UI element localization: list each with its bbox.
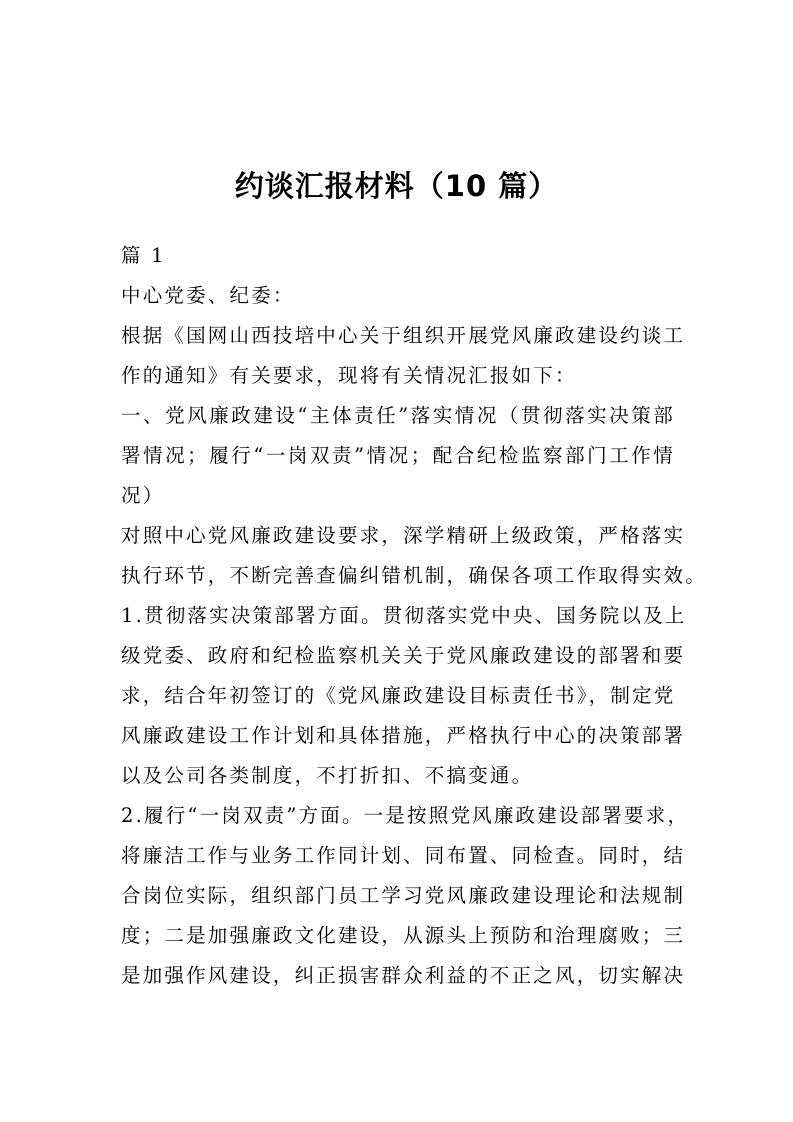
text-line: 作的通知》有关要求，现将有关情况汇报如下： [121,364,577,387]
document-body [121,236,707,996]
text-line: 以及公司各类制度，不打折扣、不搞变通。 [121,764,534,787]
text-line: 署情况；履行“一岗双责”情况；配合纪检监察部门工作情 [121,444,675,467]
text-line: 对照中心党风廉政建设要求，深学精研上级政策，严格落实 [121,524,686,547]
section-heading: 篇 1 [121,244,166,267]
text-line: 况） [121,484,165,507]
text-line: 级党委、政府和纪检监察机关关于党风廉政建设的部署和要 [121,644,686,667]
text-line: 将廉洁工作与业务工作同计划、同布置、同检查。同时，结 [121,844,686,867]
text-line: 风廉政建设工作计划和具体措施，严格执行中心的决策部署 [121,724,686,747]
text-line: 根据《国网山西技培中心关于组织开展党风廉政建设约谈工 [121,324,686,347]
text-line: 1.贯彻落实决策部署方面。贯彻落实党中央、国务院以及上 [121,604,687,627]
text-line: 度；二是加强廉政文化建设，从源头上预防和治理腐败；三 [121,924,686,947]
text-line: 合岗位实际，组织部门员工学习党风廉政建设理论和法规制 [121,884,686,907]
text-line: 执行环节，不断完善查偏纠错机制，确保各项工作取得实效。 [121,564,707,587]
text-line: 2.履行“一岗双责”方面。一是按照党风廉政建设部署要求， [121,804,690,827]
text-line: 求，结合年初签订的《党风廉政建设目标责任书》，制定党 [121,684,676,707]
document-title: 约谈汇报材料（10 篇） [234,169,559,203]
text-line: 一、党风廉政建设“主体责任”落实情况（贯彻落实决策部 [121,404,675,427]
text-line: 是加强作风建设，纠正损害群众利益的不正之风，切实解决 [121,964,686,987]
salutation: 中心党委、纪委： [121,284,295,307]
